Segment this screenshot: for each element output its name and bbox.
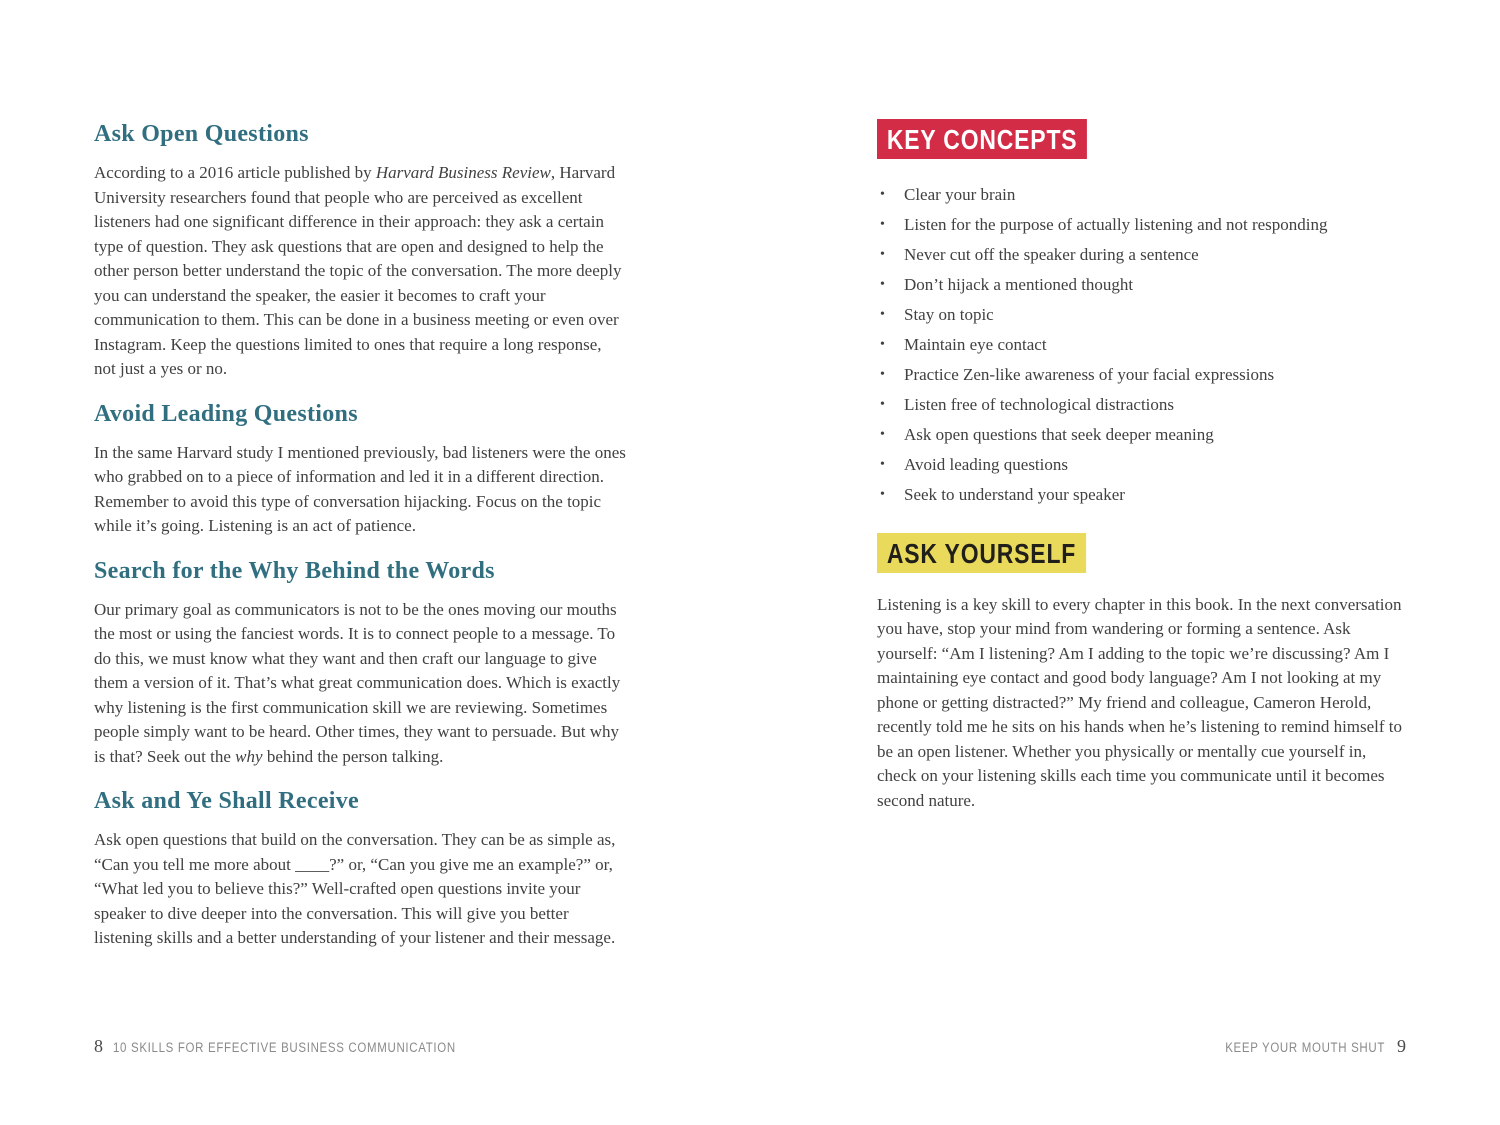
left-page-footer — [94, 1036, 516, 1057]
italic-citation: Harvard Business Review — [375, 163, 551, 182]
right-running-title: KEEP YOUR MOUTH SHUT — [1225, 1040, 1385, 1055]
right-page — [877, 112, 1410, 813]
ask-yourself-badge — [877, 533, 1410, 573]
paragraph-search-for-why — [94, 598, 627, 770]
paragraph-text: According to a 2016 article published by — [94, 163, 376, 182]
left-page-number: 8 — [94, 1036, 103, 1056]
key-concepts-badge — [877, 119, 1410, 159]
key-concept-item: • Clear your brain — [877, 183, 1410, 208]
paragraph-text: behind the person talking. — [262, 746, 444, 766]
paragraph-ask-open-questions — [94, 161, 627, 382]
key-concept-item: • Maintain eye contact — [877, 333, 1410, 358]
key-concept-item: • Ask open questions that seek deeper meaning — [877, 423, 1410, 448]
paragraph-text: , Harvard University researchers found that people who are perceived as excellent listeners had one significant difference in their approach: they ask a certain type of question. They ask questions that are open and designed to help the other person better understand the topic of the conversation. The more deeply you can understand the speaker, the easier it becomes to craft your communication to them. This can be done in a business meeting or even over Instagram. Keep the questions limited to ones that require a long response, not just a yes or no. — [94, 163, 622, 378]
paragraph-ask-and-ye-shall-receive: Ask open questions that build on the conversation. They can be as simple as, “Can you tell me more about ____?” or, “Can you give me an example?” or, “What led you to believe this?” Well-crafted open questions invite your speaker to dive deeper into the conversation. This will give you better listening skills and a better understanding of your listener and their message. — [94, 830, 616, 947]
key-concept-item: • Practice Zen-like awareness of your facial expressions — [877, 363, 1410, 388]
section-heading-avoid-leading-questions: Avoid Leading Questions — [94, 400, 358, 427]
key-concepts-badge-label: KEY CONCEPTS — [877, 119, 1087, 159]
key-concept-item: • Listen free of technological distractions — [877, 393, 1410, 418]
key-concept-item: • Listen for the purpose of actually listening and not responding — [877, 213, 1410, 238]
right-page-number: 9 — [1397, 1036, 1406, 1056]
key-concept-item: • Avoid leading questions — [877, 453, 1410, 478]
italic-emphasis: why — [235, 746, 263, 766]
key-concept-item: • Stay on topic — [877, 303, 1410, 328]
left-page — [94, 112, 627, 951]
paragraph-text: Our primary goal as communicators is not to be the ones moving our mouths the most or using the fanciest words. It is to connect people to a message. To do this, we must know what they want and then craft our language to give them a version of it. That’s what great communication does. Which is exactly why listening is the first communication skill we are reviewing. Sometimes people simply want to be heard. Other times, they want to persuade. But why is that? Seek out the — [94, 599, 621, 766]
ask-yourself-badge-label: ASK YOURSELF — [877, 533, 1086, 573]
section-heading-search-for-why: Search for the Why Behind the Words — [94, 557, 495, 584]
section-heading-ask-and-ye-shall-receive: Ask and Ye Shall Receive — [94, 788, 359, 814]
key-concepts-list — [877, 183, 1410, 508]
paragraph-avoid-leading-questions: In the same Harvard study I mentioned previously, bad listeners were the ones who grabbed on to a piece of information and led it in a different direction. Remember to avoid this type of conversation hijacking. Focus on the topic while it’s going. Listening is an act of patience. — [94, 442, 626, 535]
paragraph-ask-yourself: Listening is a key skill to every chapter in this book. In the next conversation you have, stop your mind from wandering or forming a sentence. Ask yourself: “Am I listening? Am I adding to the topic we’re discussing? Am I maintaining eye contact and good body language? Am I not looking at my phone or getting distracted?” My friend and colleague, Cameron Herold, recently told me he sits on his hands when he’s listening to remind himself to be an open listener. Whether you physically or mentally cue yourself in, check on your listening skills each time you communicate until it becomes second nature. — [877, 594, 1403, 810]
key-concept-item: • Never cut off the speaker during a sentence — [877, 243, 1410, 268]
left-running-title: 10 SKILLS FOR EFFECTIVE BUSINESS COMMUNICATION — [113, 1040, 456, 1055]
section-heading-ask-open-questions: Ask Open Questions — [94, 121, 309, 147]
right-page-footer — [1197, 1036, 1406, 1057]
key-concept-item: • Don’t hijack a mentioned thought — [877, 273, 1410, 298]
key-concept-item: • Seek to understand your speaker — [877, 483, 1410, 508]
